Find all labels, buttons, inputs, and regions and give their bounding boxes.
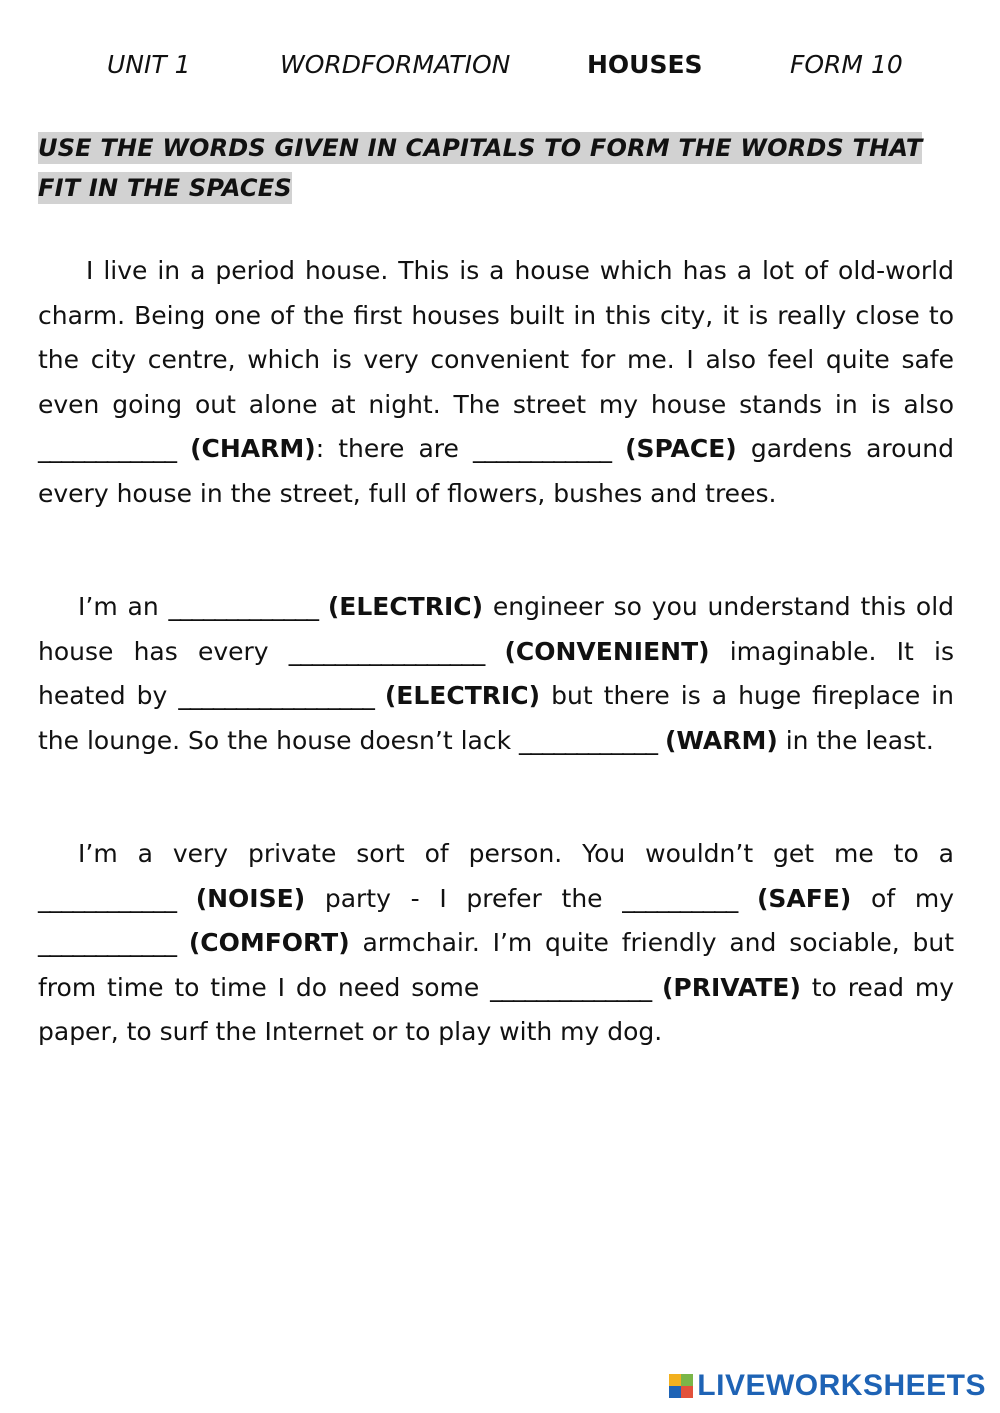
answer-blank[interactable]: _____________ <box>168 592 318 621</box>
keyword: (SPACE) <box>625 434 737 463</box>
text: gardens around every house in the street, full of flowers, bushes and trees. <box>38 434 954 508</box>
answer-blank[interactable]: _________________ <box>178 681 374 710</box>
keyword: (NOISE) <box>195 883 306 913</box>
answer-blank[interactable]: ____________ <box>38 928 176 957</box>
text: I’m an <box>78 592 169 621</box>
text: : there are <box>315 434 473 463</box>
liveworksheets-logo[interactable] <box>669 1369 986 1403</box>
instruction-line-1: USE THE WORDS GIVEN IN CAPITALS TO FORM THE WORDS THAT <box>38 134 923 162</box>
worksheet-title: HOUSES <box>587 50 703 79</box>
paragraph-1 <box>38 249 954 516</box>
text: engineer so you understand this old house has every <box>38 592 955 666</box>
logo-text: LIVEWORKSHEETS <box>697 1369 986 1402</box>
keyword: (ELECTRIC) <box>384 681 541 710</box>
text: but there is a huge fireplace in the lounge. So the house doesn’t lack <box>38 681 955 755</box>
text: of my <box>851 883 954 913</box>
instruction-line-2: FIT IN THE SPACES <box>38 174 292 202</box>
paragraph-2 <box>38 585 954 763</box>
answer-blank[interactable]: _________________ <box>288 636 485 666</box>
paragraph-3 <box>38 832 954 1055</box>
keyword: (CHARM) <box>190 434 316 463</box>
text: I live in a period house. This is a house which has a lot of old-world charm. Being one of the first houses built in this city, it is really close to the city centre, which is very convenient for me. I also feel quite safe even going out alone at night. The street my house stands in is also <box>38 256 954 419</box>
text: armchair. I’m quite friendly and sociable, but from time to time I do need some <box>38 928 954 1002</box>
text: party - I prefer the <box>305 883 623 913</box>
unit-label: UNIT 1 <box>107 50 191 79</box>
keyword: (CONVENIENT) <box>504 636 710 666</box>
keyword: (ELECTRIC) <box>327 592 484 621</box>
worksheet-header <box>0 50 1000 84</box>
answer-blank[interactable]: __________ <box>622 883 738 913</box>
answer-blank[interactable]: ____________ <box>519 725 658 755</box>
keyword: (SAFE) <box>756 883 852 913</box>
keyword: (WARM) <box>664 725 778 755</box>
keyword: (COMFORT) <box>188 928 350 957</box>
topic-label: WORDFORMATION <box>280 50 511 79</box>
answer-blank[interactable]: ____________ <box>38 883 176 913</box>
form-label: FORM 10 <box>790 50 903 79</box>
text: I’m a very private sort of person. You wouldn’t get me to a <box>78 839 954 868</box>
keyword: (PRIVATE) <box>661 972 801 1002</box>
answer-blank[interactable]: ____________ <box>472 434 611 463</box>
liveworksheets-logo-icon <box>669 1374 693 1398</box>
text: in the least. <box>777 725 934 755</box>
text: to read my paper, to surf the Internet or to play with my dog. <box>38 972 955 1046</box>
answer-blank[interactable]: ______________ <box>490 972 652 1002</box>
answer-blank[interactable]: ____________ <box>38 434 176 463</box>
instruction <box>38 128 938 208</box>
text: imaginable. It is heated by <box>38 636 954 710</box>
